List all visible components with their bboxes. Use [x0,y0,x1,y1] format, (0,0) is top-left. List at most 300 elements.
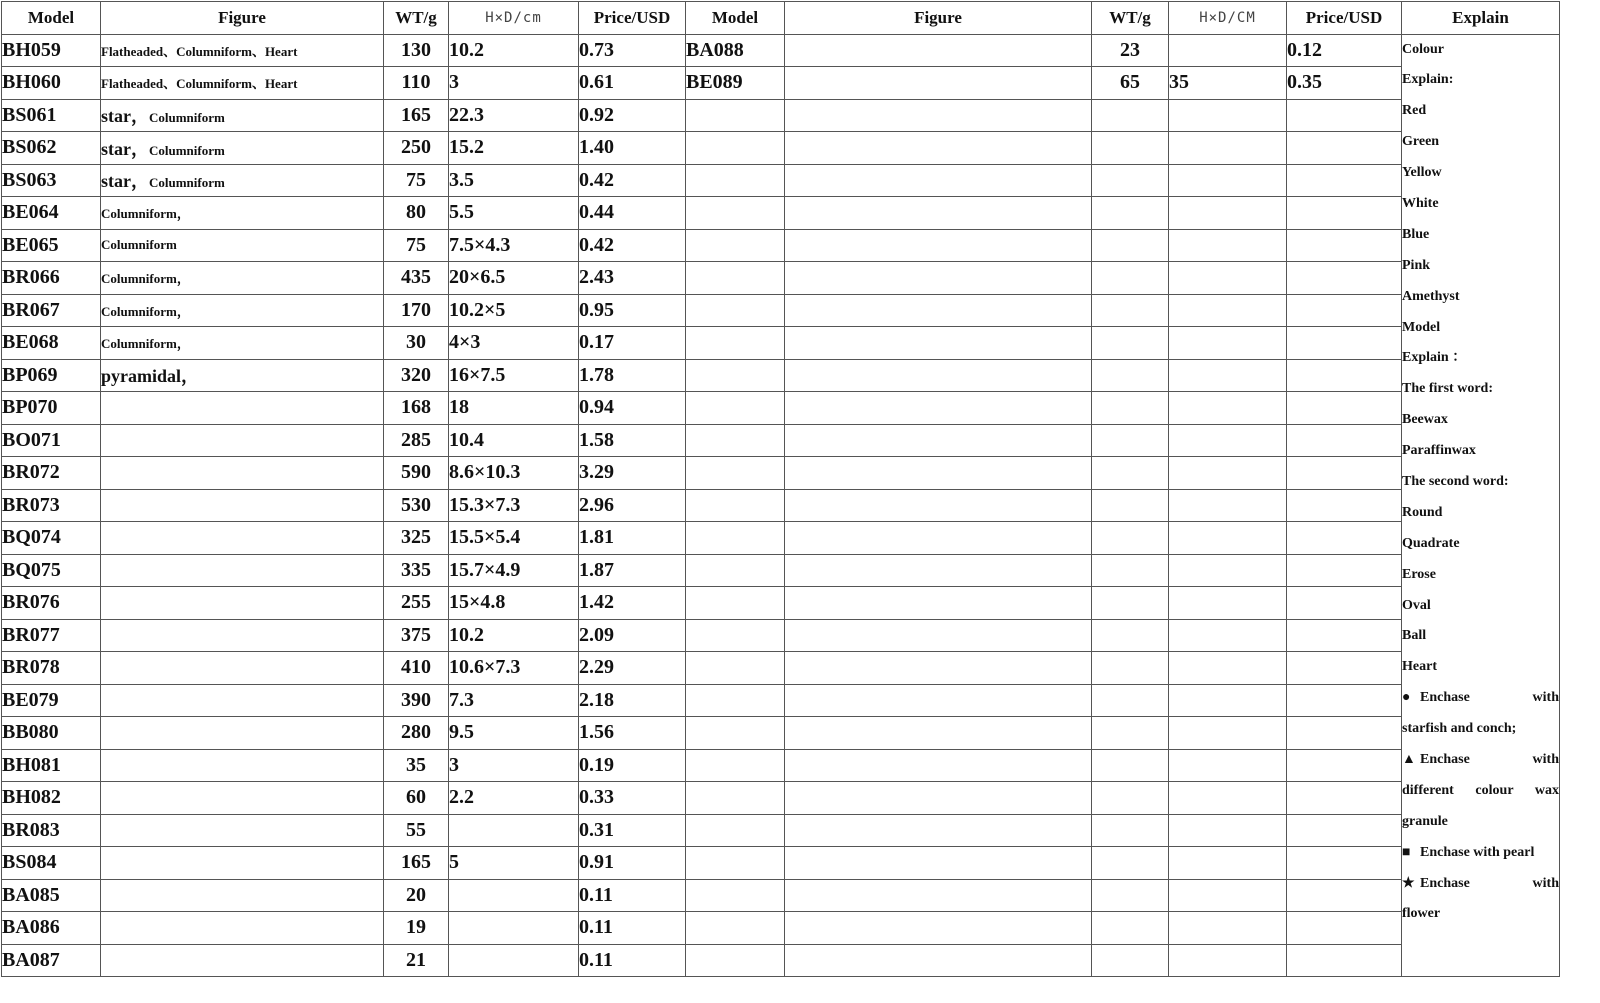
cell-right-model [686,684,785,717]
cell-right-figure [785,814,1092,847]
cell-right-dim [1169,749,1287,782]
cell-right-wt: 65 [1092,67,1169,100]
cell-right-wt [1092,912,1169,945]
header-dimensions-right: H×D/CM [1169,2,1287,35]
cell-right-price [1287,197,1402,230]
cell-figure [101,457,384,490]
figure-text: Columniform， [101,336,190,352]
cell-right-price [1287,587,1402,620]
cell-figure [101,229,384,262]
cell-right-price [1287,749,1402,782]
cell-model: BR076 [2,587,101,620]
cell-right-price [1287,229,1402,262]
cell-wt: 165 [384,99,449,132]
cell-figure [101,99,384,132]
cell-figure [101,164,384,197]
figure-text: Flatheaded、Columniform、Heart [101,76,298,92]
cell-dim: 15.3×7.3 [449,489,579,522]
cell-right-figure [785,164,1092,197]
explain-line [1402,467,1559,498]
cell-price: 0.44 [579,197,686,230]
cell-right-dim [1169,392,1287,425]
cell-dim: 15.2 [449,132,579,165]
cell-price: 0.31 [579,814,686,847]
cell-right-wt [1092,327,1169,360]
cell-dim: 3.5 [449,164,579,197]
cell-model: BA086 [2,912,101,945]
cell-right-price [1287,164,1402,197]
cell-wt: 590 [384,457,449,490]
table-row [2,359,1560,392]
cell-wt: 20 [384,879,449,912]
table-row [2,847,1560,880]
cell-wt: 168 [384,392,449,425]
explain-line [1402,220,1559,251]
cell-right-price [1287,424,1402,457]
explain-text: starfish and conch; [1402,721,1517,737]
cell-wt: 165 [384,847,449,880]
explain-line [1402,745,1559,776]
cell-figure [101,749,384,782]
cell-right-figure [785,717,1092,750]
cell-right-model [686,587,785,620]
cell-right-figure [785,327,1092,360]
cell-price: 0.17 [579,327,686,360]
cell-figure [101,619,384,652]
explain-text: Ball [1402,628,1427,644]
explain-line [1402,189,1559,220]
cell-right-figure [785,847,1092,880]
cell-figure [101,717,384,750]
table-row [2,652,1560,685]
cell-wt: 280 [384,717,449,750]
cell-figure [101,522,384,555]
header-figure: Figure [101,2,384,35]
header-explain: Explain [1402,2,1560,35]
cell-right-dim [1169,554,1287,587]
cell-price: 2.29 [579,652,686,685]
cell-right-dim [1169,164,1287,197]
cell-right-dim [1169,944,1287,977]
table-row [2,197,1560,230]
bullet-symbol-icon: ★ [1402,875,1415,891]
cell-dim: 10.4 [449,424,579,457]
table-row [2,522,1560,555]
header-model-right: Model [686,2,785,35]
cell-price: 1.87 [579,554,686,587]
cell-figure [101,912,384,945]
cell-dim: 3 [449,749,579,782]
explain-text: The second word: [1402,473,1509,489]
cell-right-dim [1169,99,1287,132]
cell-right-dim [1169,424,1287,457]
explain-text: Enchase with [1420,875,1559,891]
explain-text: different colour wax [1402,782,1559,798]
header-price: Price/USD [579,2,686,35]
cell-right-model [686,359,785,392]
figure-text: Columniform [149,142,225,158]
explain-line [1402,96,1559,127]
cell-price: 2.96 [579,489,686,522]
cell-wt: 170 [384,294,449,327]
cell-wt: 285 [384,424,449,457]
explain-text: Enchase with pearl [1420,844,1535,860]
table-row [2,749,1560,782]
cell-model: BR067 [2,294,101,327]
cell-right-wt [1092,814,1169,847]
cell-right-dim [1169,489,1287,522]
cell-price: 0.11 [579,912,686,945]
cell-wt: 335 [384,554,449,587]
cell-wt: 21 [384,944,449,977]
cell-wt: 19 [384,912,449,945]
explain-line [1402,127,1559,158]
cell-right-price [1287,912,1402,945]
cell-right-model [686,327,785,360]
cell-dim: 7.5×4.3 [449,229,579,262]
cell-right-figure [785,879,1092,912]
cell-figure [101,944,384,977]
explain-text: Erose [1402,566,1436,582]
cell-dim: 10.2×5 [449,294,579,327]
cell-right-price: 0.35 [1287,67,1402,100]
cell-right-wt [1092,619,1169,652]
cell-wt: 60 [384,782,449,815]
cell-figure [101,197,384,230]
header-dimensions: H×D/cm [449,2,579,35]
header-row [2,2,1560,35]
cell-figure [101,847,384,880]
explain-line [1402,343,1559,374]
table-row [2,879,1560,912]
cell-right-wt [1092,197,1169,230]
table-row [2,587,1560,620]
explain-line [1402,374,1559,405]
cell-model: BR066 [2,262,101,295]
cell-right-dim [1169,132,1287,165]
figure-lead: star， [101,106,149,127]
cell-right-price [1287,944,1402,977]
cell-right-wt [1092,684,1169,717]
cell-right-wt [1092,164,1169,197]
bullet-symbol-icon: ■ [1402,844,1411,860]
cell-figure [101,132,384,165]
table-row [2,99,1560,132]
cell-model: BP069 [2,359,101,392]
cell-right-price [1287,359,1402,392]
cell-dim: 15×4.8 [449,587,579,620]
cell-right-wt [1092,847,1169,880]
figure-text: Columniform， [101,206,190,222]
cell-right-model: BA088 [686,34,785,67]
cell-right-price [1287,522,1402,555]
cell-dim: 22.3 [449,99,579,132]
cell-wt: 320 [384,359,449,392]
explain-text: Colour [1402,41,1444,57]
cell-right-price [1287,132,1402,165]
table-row [2,164,1560,197]
cell-price: 0.73 [579,34,686,67]
cell-right-wt [1092,359,1169,392]
table-row [2,619,1560,652]
explain-line [1402,838,1559,869]
explain-text: Blue [1402,226,1430,242]
cell-right-dim [1169,522,1287,555]
table-row [2,912,1560,945]
cell-dim: 8.6×10.3 [449,457,579,490]
cell-right-model [686,392,785,425]
cell-figure [101,327,384,360]
cell-figure [101,782,384,815]
cell-right-wt [1092,782,1169,815]
explain-text: Amethyst [1402,288,1460,304]
explain-line [1402,714,1559,745]
cell-right-figure [785,489,1092,522]
cell-dim: 10.2 [449,34,579,67]
table-row [2,229,1560,262]
explain-text: flower [1402,906,1441,922]
cell-figure [101,262,384,295]
cell-right-figure [785,944,1092,977]
cell-wt: 110 [384,67,449,100]
figure-lead: star， [101,138,149,159]
cell-price: 0.61 [579,67,686,100]
cell-price: 0.33 [579,782,686,815]
cell-right-dim [1169,34,1287,67]
cell-right-model [686,782,785,815]
cell-model: BO071 [2,424,101,457]
cell-price: 3.29 [579,457,686,490]
explain-line [1402,591,1559,622]
explain-text: Heart [1402,659,1437,675]
cell-right-figure [785,359,1092,392]
cell-dim: 2.2 [449,782,579,815]
cell-wt: 410 [384,652,449,685]
cell-right-price [1287,262,1402,295]
explain-line [1402,498,1559,529]
cell-right-figure [785,99,1092,132]
header-price-right: Price/USD [1287,2,1402,35]
explain-line [1402,807,1559,838]
cell-right-dim [1169,359,1287,392]
explain-line [1402,65,1559,96]
cell-right-figure [785,294,1092,327]
cell-right-model [686,847,785,880]
cell-right-dim [1169,587,1287,620]
cell-right-figure [785,619,1092,652]
cell-wt: 75 [384,164,449,197]
cell-right-dim: 35 [1169,67,1287,100]
cell-wt: 530 [384,489,449,522]
cell-right-dim [1169,814,1287,847]
header-model: Model [2,2,101,35]
table-row [2,327,1560,360]
product-table [1,1,1560,977]
cell-price: 2.09 [579,619,686,652]
cell-right-figure [785,554,1092,587]
explain-line [1402,313,1559,344]
cell-wt: 55 [384,814,449,847]
cell-right-figure [785,587,1092,620]
bullet-symbol-icon: ▲ [1402,751,1416,767]
cell-model: BR077 [2,619,101,652]
cell-right-wt [1092,132,1169,165]
explain-text: Pink [1402,257,1431,273]
explain-text: Enchase with [1420,690,1559,706]
cell-right-figure [785,652,1092,685]
cell-right-price [1287,392,1402,425]
cell-right-wt [1092,424,1169,457]
table-row [2,34,1560,67]
cell-model: BE079 [2,684,101,717]
cell-dim: 10.2 [449,619,579,652]
explain-text: White [1402,195,1439,211]
cell-wt: 435 [384,262,449,295]
cell-right-wt: 23 [1092,34,1169,67]
cell-price: 0.94 [579,392,686,425]
cell-right-price [1287,782,1402,815]
cell-right-wt [1092,749,1169,782]
cell-right-model [686,132,785,165]
cell-right-dim [1169,912,1287,945]
explain-line [1402,621,1559,652]
explain-line [1402,158,1559,189]
cell-model: BQ075 [2,554,101,587]
cell-right-model [686,522,785,555]
cell-price: 1.42 [579,587,686,620]
cell-right-model [686,229,785,262]
cell-price: 0.42 [579,164,686,197]
cell-right-model [686,749,785,782]
cell-right-model [686,814,785,847]
cell-right-wt [1092,717,1169,750]
cell-right-wt [1092,262,1169,295]
cell-right-wt [1092,392,1169,425]
cell-wt: 35 [384,749,449,782]
cell-right-price [1287,652,1402,685]
cell-dim: 10.6×7.3 [449,652,579,685]
cell-right-model [686,424,785,457]
cell-price: 0.92 [579,99,686,132]
cell-price: 0.42 [579,229,686,262]
cell-dim: 3 [449,67,579,100]
cell-figure [101,424,384,457]
cell-dim [449,944,579,977]
cell-model: BP070 [2,392,101,425]
explain-text: Explain ： [1402,350,1467,366]
cell-right-model [686,197,785,230]
cell-figure [101,684,384,717]
cell-right-dim [1169,717,1287,750]
cell-right-figure [785,67,1092,100]
cell-right-price [1287,684,1402,717]
cell-price: 1.81 [579,522,686,555]
cell-price: 0.95 [579,294,686,327]
cell-right-dim [1169,782,1287,815]
figure-text: Columniform [149,175,225,191]
cell-right-figure [785,912,1092,945]
cell-right-figure [785,457,1092,490]
cell-right-model [686,619,785,652]
table-row [2,489,1560,522]
cell-model: BA085 [2,879,101,912]
cell-right-model [686,717,785,750]
explain-text: Round [1402,504,1443,520]
cell-right-wt [1092,522,1169,555]
cell-right-price [1287,619,1402,652]
cell-price: 2.18 [579,684,686,717]
cell-figure [101,489,384,522]
figure-lead: pyramidal， [101,366,200,387]
cell-right-wt [1092,489,1169,522]
cell-right-figure [785,522,1092,555]
cell-price: 2.43 [579,262,686,295]
cell-right-figure [785,197,1092,230]
explain-text: Oval [1402,597,1431,613]
table-row [2,457,1560,490]
cell-figure [101,814,384,847]
cell-dim [449,879,579,912]
header-weight-right: WT/g [1092,2,1169,35]
table-row [2,262,1560,295]
cell-right-dim [1169,294,1287,327]
cell-figure [101,652,384,685]
explain-text: Model [1402,319,1441,335]
table-row [2,554,1560,587]
cell-dim: 20×6.5 [449,262,579,295]
header-figure-right: Figure [785,2,1092,35]
cell-right-model [686,879,785,912]
cell-model: BR072 [2,457,101,490]
explain-line [1402,282,1559,313]
cell-right-model [686,944,785,977]
figure-text: Columniform， [101,271,190,287]
explain-line [1402,35,1559,66]
cell-right-figure [785,782,1092,815]
explain-line [1402,560,1559,591]
cell-model: BA087 [2,944,101,977]
cell-right-price [1287,847,1402,880]
cell-right-price [1287,717,1402,750]
cell-right-figure [785,132,1092,165]
cell-right-price [1287,457,1402,490]
table-row [2,717,1560,750]
cell-model: BH081 [2,749,101,782]
cell-dim [449,912,579,945]
cell-right-model [686,489,785,522]
explain-text: Quadrate [1402,535,1460,551]
table-row [2,424,1560,457]
cell-right-dim [1169,619,1287,652]
cell-right-model [686,457,785,490]
cell-right-figure [785,749,1092,782]
cell-right-model [686,912,785,945]
cell-wt: 390 [384,684,449,717]
cell-dim: 16×7.5 [449,359,579,392]
cell-right-wt [1092,294,1169,327]
cell-model: BR078 [2,652,101,685]
cell-price: 1.56 [579,717,686,750]
cell-right-wt [1092,554,1169,587]
cell-model: BS063 [2,164,101,197]
explain-line [1402,776,1559,807]
cell-wt: 325 [384,522,449,555]
table-row [2,294,1560,327]
explain-text: Green [1402,134,1440,150]
table-row [2,132,1560,165]
cell-right-figure [785,262,1092,295]
cell-figure [101,67,384,100]
